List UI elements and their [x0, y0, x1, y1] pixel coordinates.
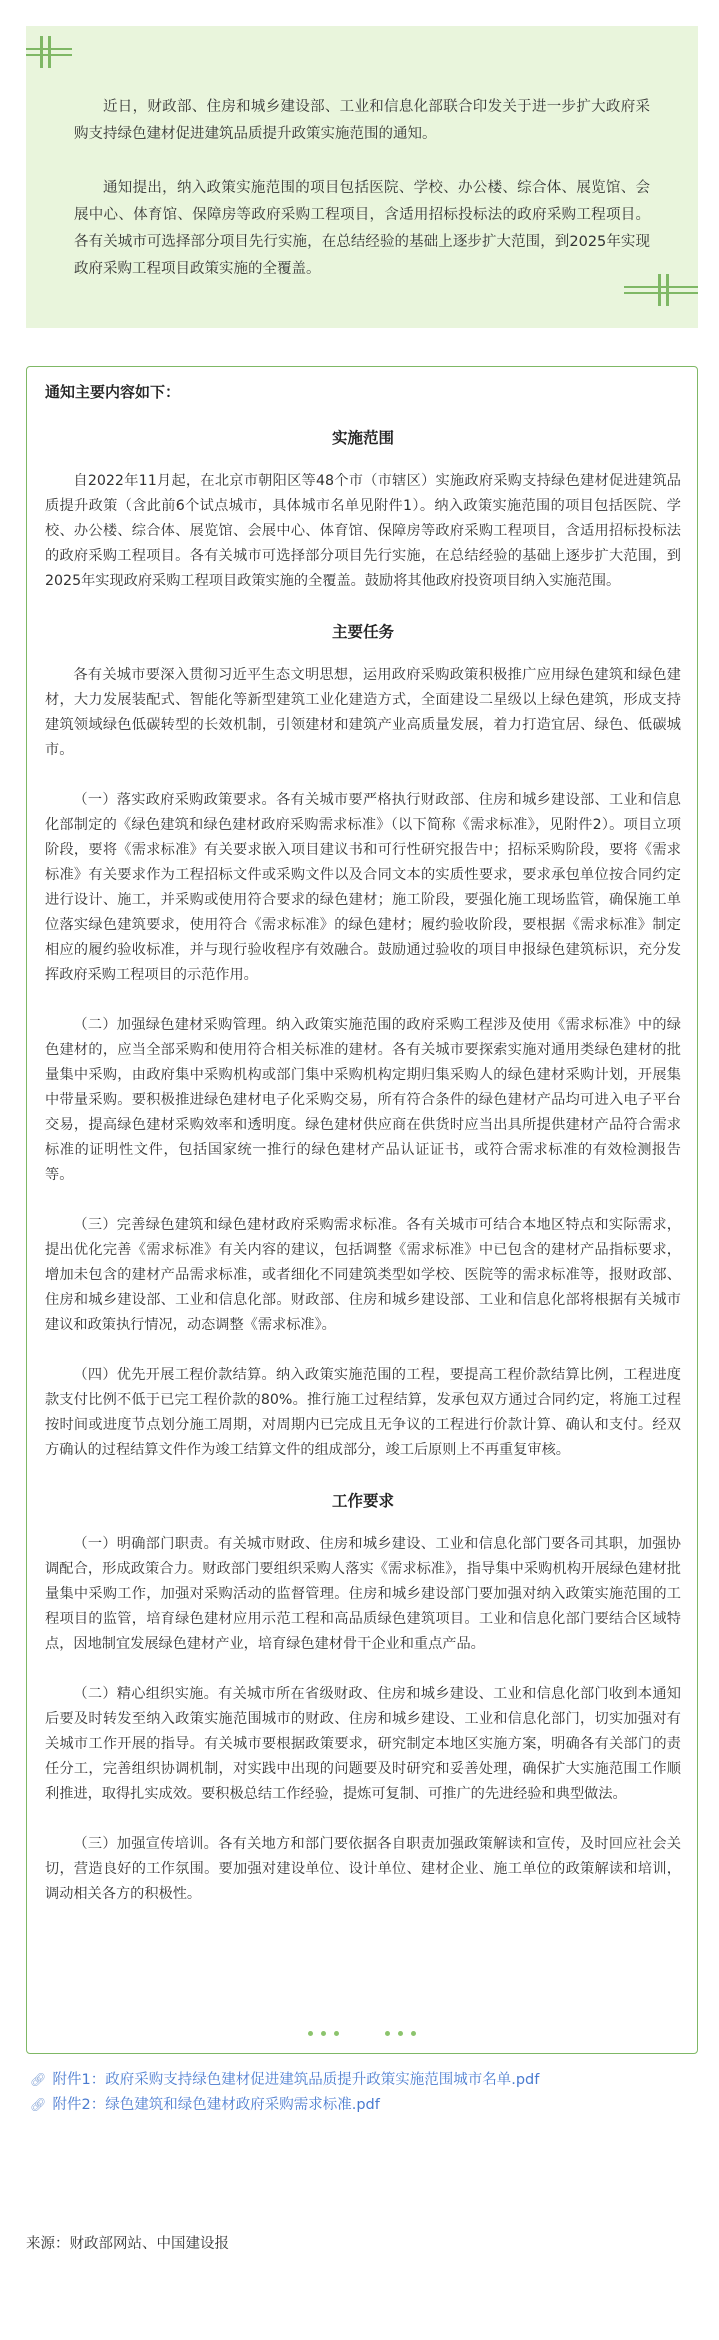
intro-paragraph: 通知提出，纳入政策实施范围的项目包括医院、学校、办公楼、综合体、展览馆、会展中心、体育馆、保障房等政府采购工程项目，含适用招标投标法的政府采购工程项目。各有关城市可选择部分项目先行实施，在总结经验的基础上逐步扩大范围，到2025年实现政府采购工程项目政策实施的全覆盖。: [74, 180, 650, 277]
section-paragraph: （三）完善绿色建筑和绿色建材政府采购需求标准。各有关城市可结合本地区特点和实际需求，提出优化完善《需求标准》有关内容的建议，包括调整《需求标准》中已包含的建材产品指标要求，增加未包含的建材产品需求标准，或者细化不同建筑类型如学校、医院等的需求标准等，报财政部、住房和城乡建设部、工业和信息化部。财政部、住房和城乡建设部、工业和信息化部将根据有关城市建议和政策执行情况，动态调整《需求标准》。: [45, 1217, 681, 1333]
section-paragraph: 各有关城市要深入贯彻习近平生态文明思想，运用政府采购政策积极推广应用绿色建筑和绿色建材，大力发展装配式、智能化等新型建筑工业化建造方式，全面建设二星级以上绿色建筑，形成支持建筑领域绿色低碳转型的长效机制，引领建材和建筑产业高质量发展，着力打造宜居、绿色、低碳城市。: [45, 667, 681, 758]
attachment-label: 附件1：政府采购支持绿色建材促进建筑品质提升政策实施范围城市名单.pdf: [52, 2072, 540, 2088]
paperclip-icon: 🔗︎: [30, 2073, 47, 2088]
dots-divider: [27, 2019, 697, 2049]
section-title-requirements: 工作要求: [331, 1492, 394, 1510]
paperclip-icon: 🔗︎: [30, 2098, 47, 2113]
section-title-scope: 实施范围: [331, 429, 394, 447]
attachments-list: [30, 2068, 690, 2118]
notice-heading: 通知主要内容如下：: [45, 383, 181, 401]
section-paragraph: （一）明确部门职责。有关城市财政、住房和城乡建设、工业和信息化部门要各司其职，加强协调配合，形成政策合力。财政部门要组织采购人落实《需求标准》，指导集中采购机构开展绿色建材批量集中采购工作，加强对采购活动的监督管理。住房和城乡建设部门要加强对纳入政策实施范围的工程项目的监管，培育绿色建材应用示范工程和高品质绿色建筑项目。工业和信息化部门要结合区域特点，因地制宜发展绿色建材产业，培育绿色建材骨干企业和重点产品。: [45, 1536, 681, 1652]
attachment-link-1[interactable]: [30, 2068, 690, 2093]
section-paragraph: （二）精心组织实施。有关城市所在省级财政、住房和城乡建设、工业和信息化部门收到本通知后要及时转发至纳入政策实施范围城市的财政、住房和城乡建设、工业和信息化部门，切实加强对有关城市工作开展的指导。有关城市要根据政策要求，研究制定本地区实施方案，明确各有关部门的责任分工，完善组织协调机制，对实践中出现的问题要及时研究和妥善处理，确保扩大实施范围工作顺利推进，取得扎实成效。要积极总结工作经验，提炼可复制、可推广的先进经验和典型做法。: [45, 1686, 681, 1802]
section-title-tasks: 主要任务: [331, 623, 394, 641]
section-paragraph: （三）加强宣传培训。各有关地方和部门要依据各自职责加强政策解读和宣传，及时回应社会关切，营造良好的工作氛围。要加强对建设单位、设计单位、建材企业、施工单位的政策解读和培训，调动相关各方的积极性。: [45, 1836, 681, 1902]
section-paragraph: （一）落实政府采购政策要求。各有关城市要严格执行财政部、住房和城乡建设部、工业和信息化部制定的《绿色建筑和绿色建材政府采购需求标准》（以下简称《需求标准》，见附件2）。项目立项阶段，要将《需求标准》有关要求嵌入项目建议书和可行性研究报告中；招标采购阶段，要将《需求标准》有关要求作为工程招标文件或采购文件以及合同文本的实质性要求，要求承包单位按合同约定进行设计、施工，并采购或使用符合要求的绿色建材；施工阶段，要强化施工现场监管，确保施工单位落实绿色建筑要求，使用符合《需求标准》的绿色建材；履约验收阶段，要根据《需求标准》制定相应的履约验收标准，并与现行验收程序有效融合。鼓励通过验收的项目申报绿色建筑标识，充分发挥政府采购工程项目的示范作用。: [45, 792, 681, 983]
notice-content-box: [26, 366, 698, 2054]
source-credit: 来源：财政部网站、中国建设报: [26, 2236, 229, 2252]
corner-decoration-top-left: [26, 26, 86, 86]
section-paragraph: （二）加强绿色建材采购管理。纳入政策实施范围的政府采购工程涉及使用《需求标准》中的绿色建材的，应当全部采购和使用符合相关标准的建材。各有关城市要探索实施对通用类绿色建材的批量集中采购，由政府集中采购机构或部门集中采购机构定期归集采购人的绿色建材采购计划，开展集中带量采购。要积极推进绿色建材电子化采购交易，所有符合条件的绿色建材产品均可进入电子平台交易，提高绿色建材采购效率和透明度。绿色建材供应商在供货时应当出具所提供建材产品符合需求标准的证明性文件，包括国家统一推行的绿色建材产品认证证书，或符合需求标准的有效检测报告等。: [45, 1017, 681, 1183]
intro-box: [26, 26, 698, 328]
section-paragraph: 自2022年11月起，在北京市朝阳区等48个市（市辖区）实施政府采购支持绿色建材促进建筑品质提升政策（含此前6个试点城市，具体城市名单见附件1）。纳入政策实施范围的项目包括医院、学校、办公楼、综合体、展览馆、会展中心、体育馆、保障房等政府采购工程项目，含适用招标投标法的政府采购工程项目。各有关城市可选择部分项目先行实施，在总结经验的基础上逐步扩大范围，到2025年实现政府采购工程项目政策实施的全覆盖。鼓励将其他政府投资项目纳入实施范围。: [45, 473, 681, 589]
attachment-link-2[interactable]: [30, 2093, 690, 2118]
section-paragraph: （四）优先开展工程价款结算。纳入政策实施范围的工程，要提高工程价款结算比例，工程进度款支付比例不低于已完工程价款的80%。推行施工过程结算，发承包双方通过合同约定，将施工过程按时间或进度节点划分施工周期，对周期内已完成且无争议的工程进行价款计算、确认和支付。经双方确认的过程结算文件作为竣工结算文件的组成部分，竣工后原则上不再重复审核。: [45, 1367, 681, 1458]
intro-paragraph: 近日，财政部、住房和城乡建设部、工业和信息化部联合印发关于进一步扩大政府采购支持绿色建材促进建筑品质提升政策实施范围的通知。: [74, 99, 650, 142]
corner-decoration-bottom-right: [618, 268, 698, 328]
attachment-label: 附件2：绿色建筑和绿色建材政府采购需求标准.pdf: [52, 2097, 380, 2113]
